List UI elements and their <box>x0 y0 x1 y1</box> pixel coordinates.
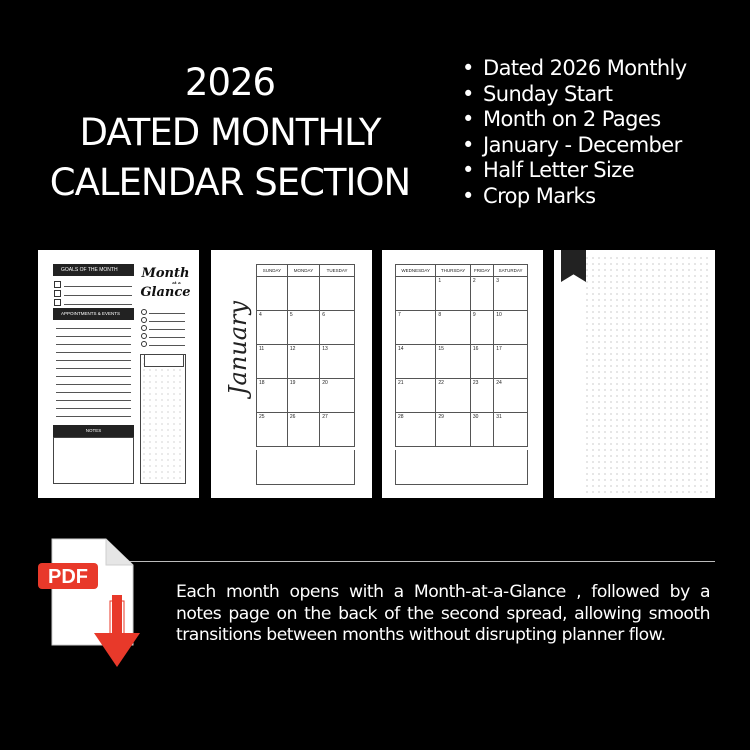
date-cell: 16 <box>470 345 493 379</box>
date-cell: 9 <box>470 311 493 345</box>
date-cell: 27 <box>320 413 355 447</box>
date-cell: 5 <box>287 311 319 345</box>
appointment-line <box>56 328 131 329</box>
date-cell: 19 <box>287 379 319 413</box>
day-header: SATURDAY <box>494 265 528 277</box>
date-cell: 4 <box>257 311 288 345</box>
date-cell <box>287 277 319 311</box>
appointments-header: APPOINTMENTS & EVENTS <box>53 308 134 320</box>
goals-header: GOALS OF THE MONTH <box>53 264 134 276</box>
goal-checkbox <box>54 290 61 297</box>
month-at-a-glance-heading <box>138 266 193 300</box>
task-line <box>149 345 185 346</box>
day-header: MONDAY <box>287 265 319 277</box>
notes-header: NOTES <box>53 425 134 437</box>
heading-line-1: Month <box>141 266 190 281</box>
feature-item: • Crop Marks <box>462 184 687 210</box>
date-cell: 13 <box>320 345 355 379</box>
dot-grid-tab <box>144 354 184 367</box>
task-line <box>149 337 185 338</box>
goal-checkbox <box>54 299 61 306</box>
appointment-line <box>56 336 131 337</box>
date-cell: 20 <box>320 379 355 413</box>
feature-item: • Dated 2026 Monthly <box>462 56 687 82</box>
date-cell: 12 <box>287 345 319 379</box>
date-cell: 21 <box>396 379 436 413</box>
pdf-label: PDF <box>48 566 88 588</box>
date-cell: 7 <box>396 311 436 345</box>
day-header: THURSDAY <box>436 265 471 277</box>
heading-small: at a <box>172 280 181 285</box>
date-cell: 10 <box>494 311 528 345</box>
page-title <box>30 58 430 208</box>
month-at-a-glance-page <box>38 250 199 498</box>
day-header: WEDNESDAY <box>396 265 436 277</box>
title-line-3: CALENDAR SECTION <box>49 161 411 204</box>
task-line <box>149 321 185 322</box>
appointment-line <box>56 360 131 361</box>
feature-item: • January - December <box>462 133 687 159</box>
notes-box <box>53 437 134 484</box>
goal-line <box>64 286 132 287</box>
bookmark-ribbon <box>561 250 586 282</box>
date-cell <box>396 277 436 311</box>
task-line <box>149 329 185 330</box>
date-cell: 3 <box>494 277 528 311</box>
date-cell: 29 <box>436 413 471 447</box>
date-cell: 6 <box>320 311 355 345</box>
dot-grid <box>584 255 710 493</box>
month-name: January <box>224 300 252 396</box>
goal-checkbox <box>54 281 61 288</box>
date-cell: 26 <box>287 413 319 447</box>
feature-item: • Month on 2 Pages <box>462 107 687 133</box>
day-header: TUESDAY <box>320 265 355 277</box>
calendar-notes-area <box>395 450 528 485</box>
task-circle <box>141 309 147 315</box>
divider <box>125 561 715 562</box>
day-header: FRIDAY <box>470 265 493 277</box>
appointment-line <box>56 344 131 345</box>
day-header: SUNDAY <box>257 265 288 277</box>
calendar-right-page <box>382 250 543 498</box>
appointment-line <box>56 384 131 385</box>
pdf-file-icon <box>36 535 156 675</box>
title-line-year: 2026 <box>184 61 276 104</box>
download-arrow-icon <box>94 633 140 667</box>
appointment-line <box>56 400 131 401</box>
date-cell: 18 <box>257 379 288 413</box>
calendar-grid-right <box>395 264 528 447</box>
date-cell: 28 <box>396 413 436 447</box>
feature-list <box>462 56 687 209</box>
description-text: Each month opens with a Month-at-a-Glance , followed by a notes page on the back of the second spread, allowing smooth transitions between months without disrupting planner flow. <box>176 582 710 645</box>
task-circle <box>141 333 147 339</box>
feature-item: • Sunday Start <box>462 82 687 108</box>
calendar-left-page <box>211 250 372 498</box>
calendar-grid-left <box>256 264 355 447</box>
date-cell: 11 <box>257 345 288 379</box>
task-line <box>149 313 185 314</box>
date-cell <box>257 277 288 311</box>
date-cell: 31 <box>494 413 528 447</box>
date-cell: 30 <box>470 413 493 447</box>
appointment-line <box>56 392 131 393</box>
date-cell: 2 <box>470 277 493 311</box>
title-line-2: DATED MONTHLY <box>79 111 381 154</box>
task-circle <box>141 317 147 323</box>
dot-grid-box <box>140 354 186 484</box>
date-cell: 22 <box>436 379 471 413</box>
date-cell <box>320 277 355 311</box>
date-cell: 17 <box>494 345 528 379</box>
task-circle <box>141 325 147 331</box>
date-cell: 15 <box>436 345 471 379</box>
date-cell: 24 <box>494 379 528 413</box>
appointment-line <box>56 416 131 417</box>
date-cell: 25 <box>257 413 288 447</box>
date-cell: 8 <box>436 311 471 345</box>
appointment-line <box>56 408 131 409</box>
appointment-line <box>56 368 131 369</box>
goal-line <box>64 295 132 296</box>
dotted-notes-page <box>554 250 715 498</box>
task-circle <box>141 341 147 347</box>
goal-line <box>64 304 132 305</box>
calendar-notes-area <box>256 450 355 485</box>
appointment-line <box>56 376 131 377</box>
appointment-line <box>56 352 131 353</box>
date-cell: 1 <box>436 277 471 311</box>
heading-line-2: Glance <box>140 285 191 300</box>
feature-item: • Half Letter Size <box>462 158 687 184</box>
date-cell: 14 <box>396 345 436 379</box>
date-cell: 23 <box>470 379 493 413</box>
